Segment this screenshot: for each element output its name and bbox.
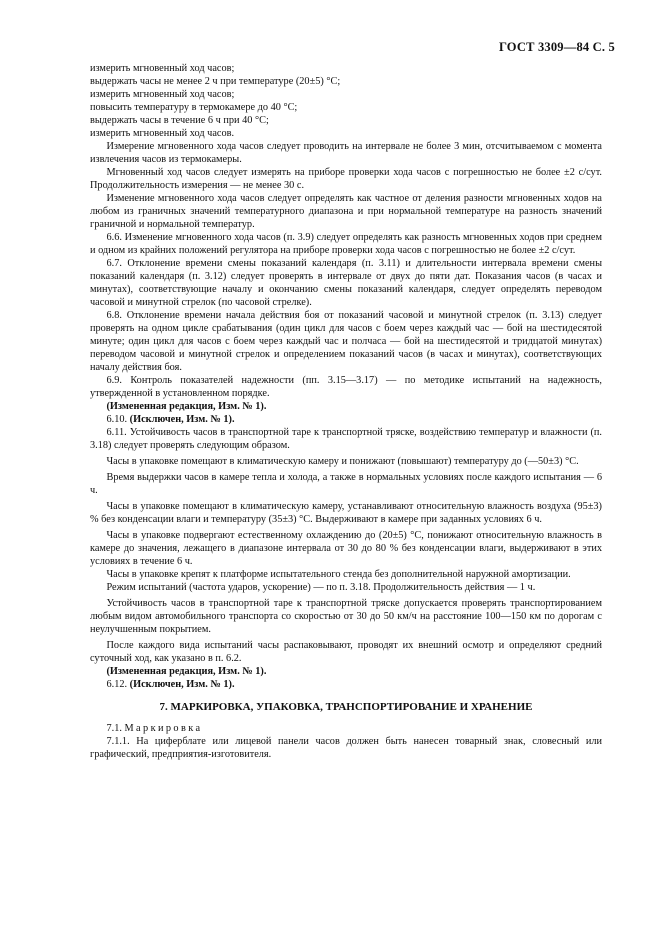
- clause-6-7: 6.7. Отклонение времени смены показаний календаря (п. 3.11) и длительности интервала времени смены показаний календаря (п. 3.12) следует проверять в интервале от двух до пяти дат. Показания часов (в часах и минутах), соответствующие началу и окончанию смены показаний календаря, следует определять переводом часовой и минутной стрелок (по часовой стрелке).: [90, 258, 602, 308]
- list-line: измерить мгновенный ход часов.: [90, 128, 235, 139]
- clause-6-10: [90, 413, 602, 426]
- list-line: измерить мгновенный ход часов;: [90, 89, 235, 100]
- list-line: измерить мгновенный ход часов;: [90, 63, 235, 74]
- clause-title: Маркировка: [124, 723, 203, 734]
- amendment-note: (Измененная редакция, Изм. № 1).: [106, 666, 267, 677]
- page-header: ГОСТ 3309—84 С. 5: [498, 40, 615, 54]
- paragraph: Измерение мгновенного хода часов следует проводить на интервале не более 3 мин, отсчитываемом с момента извлечения часов из термокамеры.: [90, 141, 602, 165]
- paragraph: Режим испытаний (частота ударов, ускорение) — по п. 3.18. Продолжительность действия — 1 ч.: [106, 582, 536, 593]
- paragraph: Часы в упаковке помещают в климатическую камеру и понижают (повышают) температуру до (—50±3) °С.: [106, 456, 579, 467]
- paragraph: Часы в упаковке крепят к платформе испытательного стенда без дополнительной наружной амортизации.: [106, 569, 571, 580]
- section-heading: 7. МАРКИРОВКА, УПАКОВКА, ТРАНСПОРТИРОВАНИЕ И ХРАНЕНИЕ: [159, 701, 533, 713]
- paragraph: Изменение мгновенного хода часов следует определять как частное от деления разности мгновенных ходов на любом из граничных значений температурного диапазона и при нормальной температуре на разность значений граничной и нормальной температур.: [90, 193, 602, 230]
- clause-6-12: [90, 678, 602, 691]
- document-body: [90, 62, 602, 761]
- clause-6-9: 6.9. Контроль показателей надежности (пп. 3.15—3.17) — по методике испытаний на надежность, утвержденной в установленном порядке.: [90, 375, 602, 399]
- paragraph: Часы в упаковке помещают в климатическую камеру, устанавливают относительную влажность воздуха (95±3) % без конденсации влаги и температуру (35±3) °С. Выдерживают в камере при заданных условиях 6 ч.: [90, 501, 602, 525]
- excluded-note: (Исключен, Изм. № 1).: [129, 414, 235, 425]
- list-line: выдержать часы в течение 6 ч при 40 °С;: [90, 115, 269, 126]
- paragraph: Время выдержки часов в камере тепла и холода, а также в нормальных условиях после каждого испытания — 6 ч.: [90, 472, 602, 496]
- clause-6-8: 6.8. Отклонение времени начала действия боя от показаний часовой и минутной стрелок (п. 3.13) следует проверять на одном цикле срабатывания (один цикл для часов с боем через каждый час — бой на шестидесятой минуте; один цикл для часов с боем через каждый час и полчаса — бой на шестидесятой и тридцатой минутах) переводом часовой и минутной стрелок и определением показаний часов (в часах и минутах), соответствующих началу действия боя.: [90, 310, 602, 373]
- clause-number: 6.10.: [106, 414, 128, 425]
- paragraph: После каждого вида испытаний часы распаковывают, проводят их внешний осмотр и определяют средний суточный ход, как указано в п. 6.2.: [90, 640, 602, 664]
- paragraph: Часы в упаковке подвергают естественному охлаждению до (20±5) °С, понижают относительную влажность в камере до значения, лежащего в диапазоне интервала от 30 до 80 % без конденсации влаги, выдерживают в этих условиях в течение 6 ч.: [90, 530, 602, 567]
- clause-7-1: [90, 722, 602, 735]
- clause-number: 7.1.: [106, 723, 122, 734]
- paragraph: Устойчивость часов в транспортной таре к транспортной тряске допускается проверять транспортированием любым видом автомобильного транспорта со скоростью от 30 до 50 км/ч на расстояние 100—150 км по дорогам с неулучшенным покрытием.: [90, 598, 602, 635]
- clause-7-1-1: 7.1.1. На циферблате или лицевой панели часов должен быть нанесен товарный знак, словесный или графический, предприятия-изготовителя.: [90, 736, 602, 760]
- amendment-note: (Измененная редакция, Изм. № 1).: [106, 401, 267, 412]
- clause-6-11: 6.11. Устойчивость часов в транспортной таре к транспортной тряске, воздействию температур и влажности (п. 3.18) следует проверять следующим образом.: [90, 427, 602, 451]
- clause-number: 6.12.: [106, 679, 128, 690]
- paragraph: Мгновенный ход часов следует измерять на приборе проверки хода часов с погрешностью не более ±2 с/сут. Продолжительность измерения — не менее 30 с.: [90, 167, 602, 191]
- excluded-note: (Исключен, Изм. № 1).: [129, 679, 235, 690]
- list-line: выдержать часы не менее 2 ч при температуре (20±5) °С;: [90, 76, 341, 87]
- list-line: повысить температуру в термокамере до 40 °С;: [90, 102, 298, 113]
- clause-6-6: 6.6. Изменение мгновенного хода часов (п. 3.9) следует определять как разность мгновенных ходов при среднем и одном из крайних положений регулятора на приборе проверки хода часов с погрешностью не более ±2 с/сут.: [90, 232, 602, 256]
